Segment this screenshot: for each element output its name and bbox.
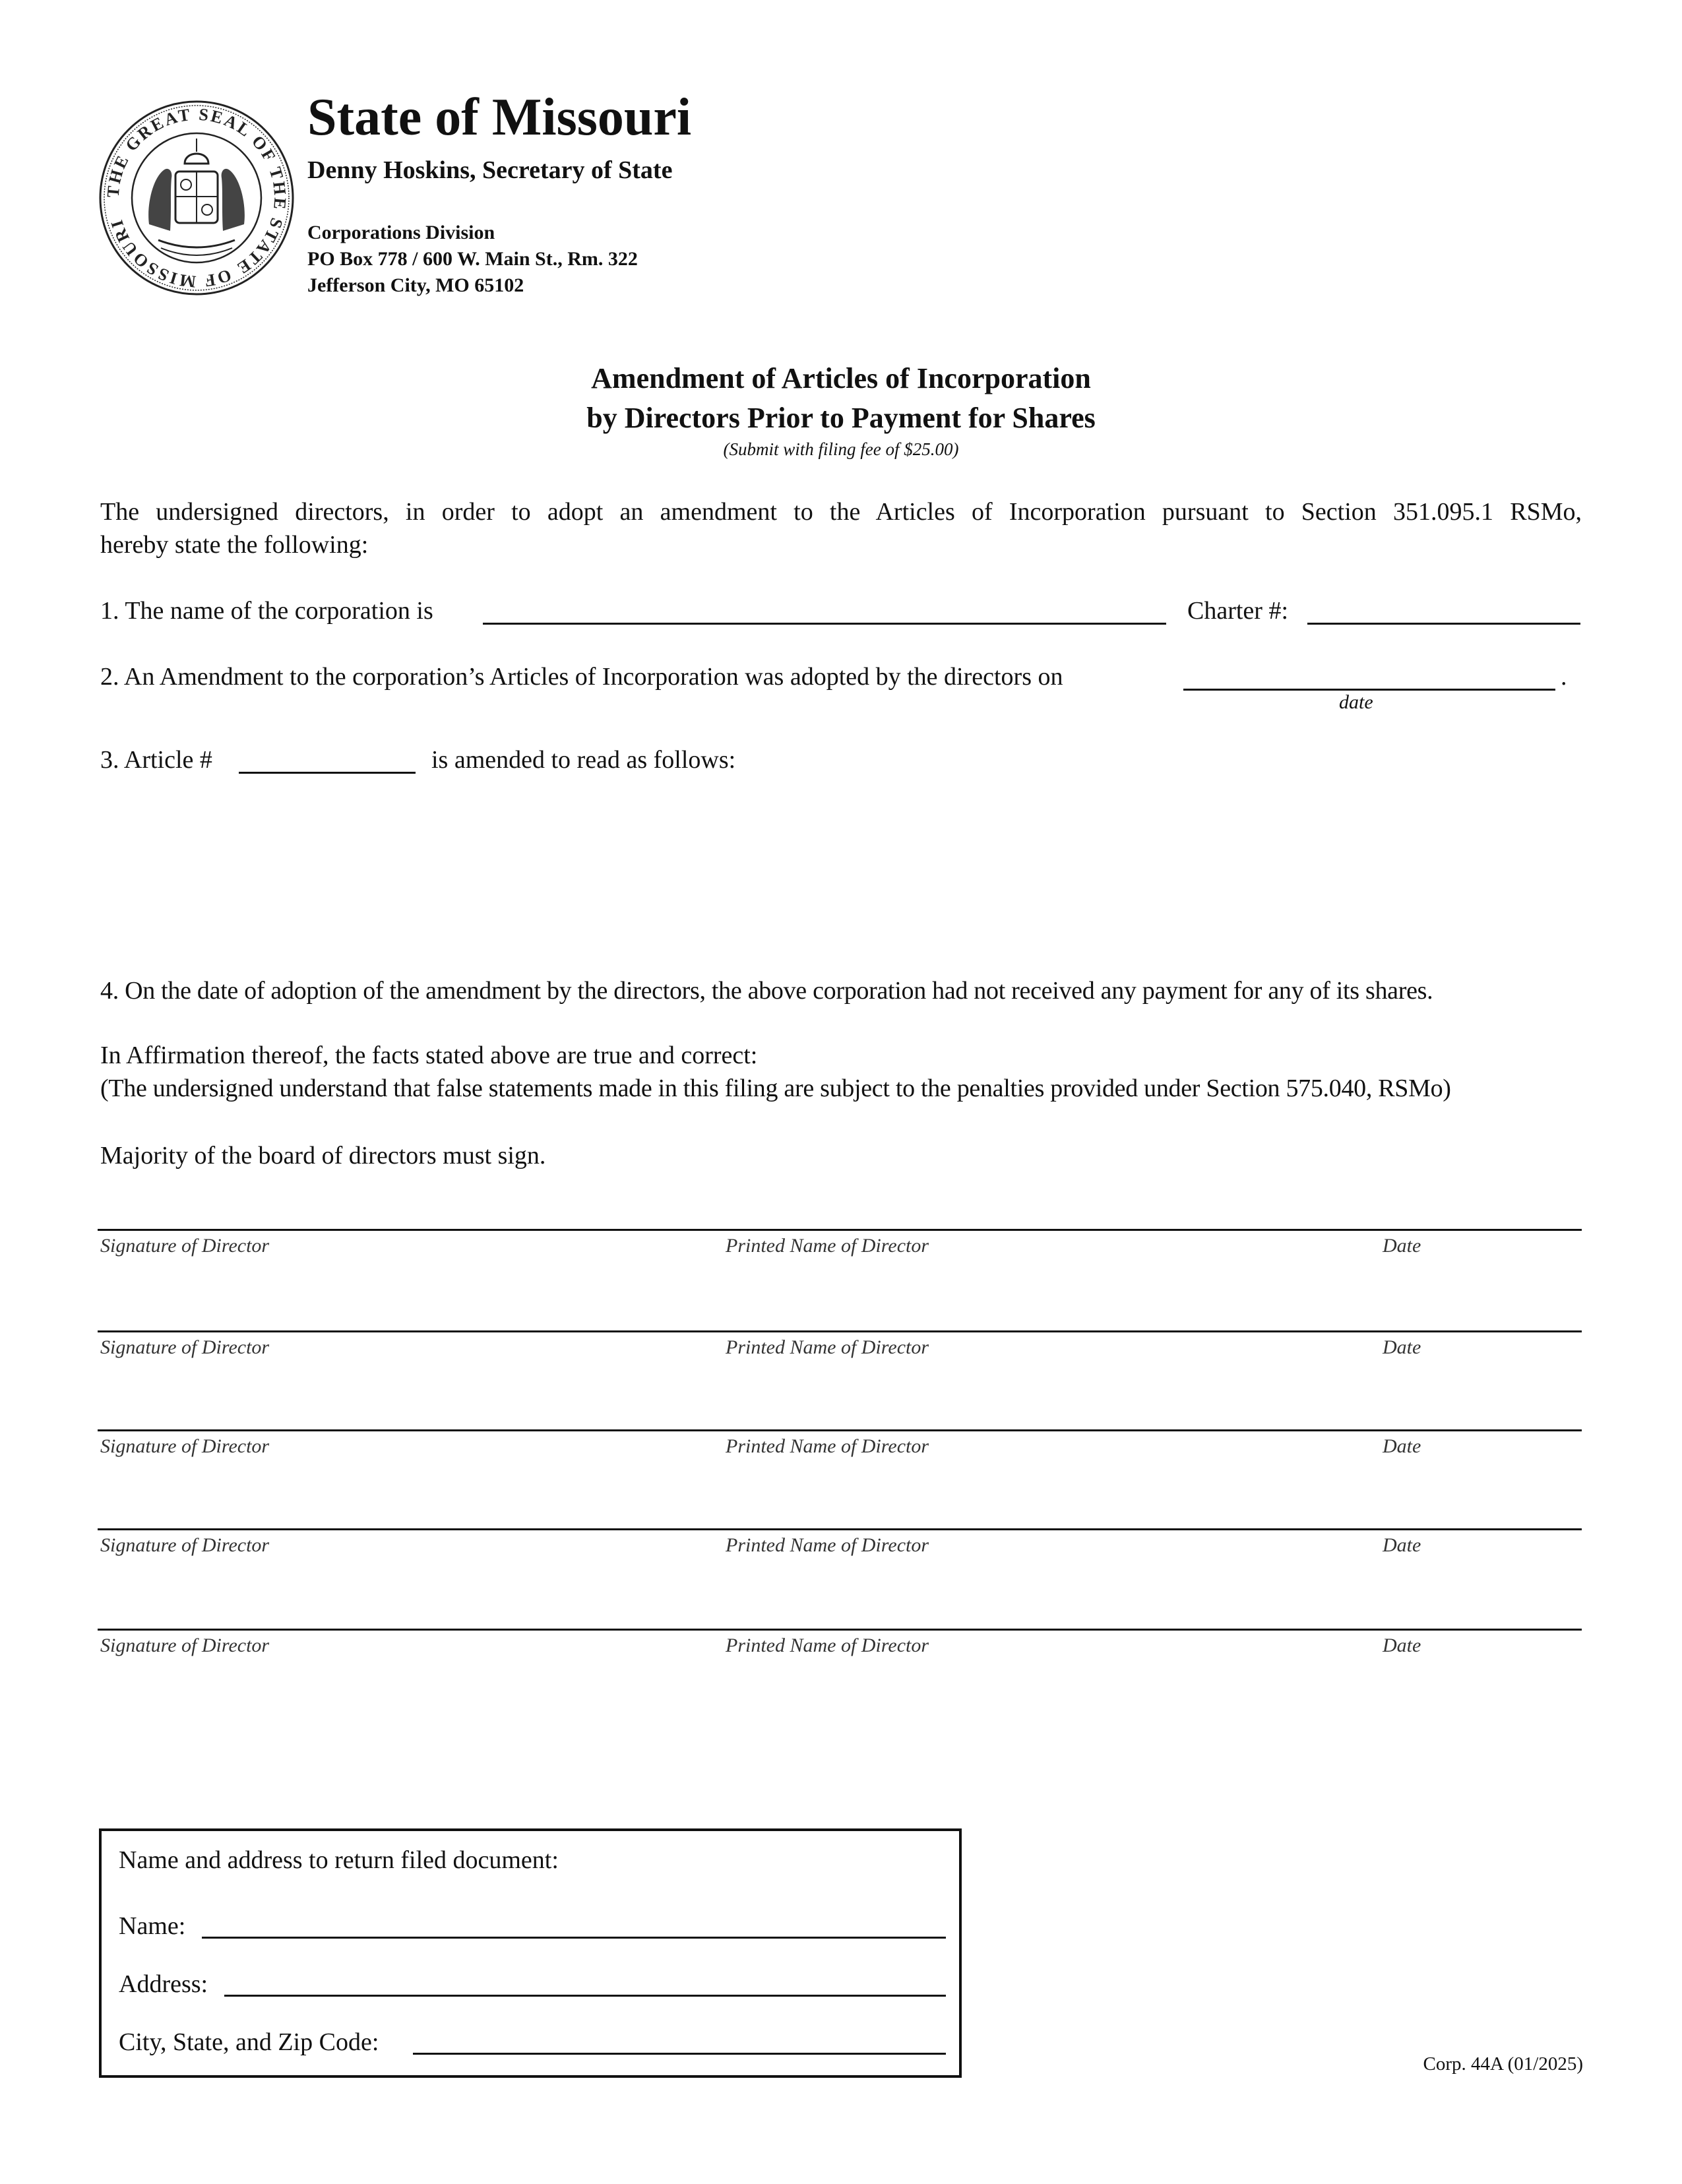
filing-fee-note: (Submit with filing fee of $25.00) <box>723 439 959 459</box>
return-address-field[interactable] <box>224 1966 946 1997</box>
return-address-box <box>99 1828 962 2078</box>
item2-label: 2. An Amendment to the corporation’s Articles of Incorporation was adopted by the directors on <box>100 663 1063 691</box>
printed-name-label: Printed Name of Director <box>726 1635 929 1656</box>
form-title-line1: Amendment of Articles of Incorporation <box>591 362 1091 394</box>
signature-line-5[interactable] <box>98 1629 1582 1631</box>
date-caption: date <box>1339 691 1373 713</box>
article-number-field[interactable] <box>239 743 416 774</box>
date-label: Date <box>1383 1336 1421 1358</box>
item2-period: . <box>1561 663 1567 691</box>
signature-line-3[interactable] <box>98 1429 1582 1431</box>
return-address-label: Address: <box>119 1970 208 1998</box>
adoption-date-field[interactable] <box>1183 660 1555 691</box>
division-name: Corporations Division <box>307 222 495 243</box>
printed-name-label: Printed Name of Director <box>726 1435 929 1457</box>
corporation-name-field[interactable] <box>483 594 1166 625</box>
amendment-text-area[interactable] <box>100 785 1582 956</box>
majority-text: Majority of the board of directors must sign. <box>100 1142 546 1170</box>
printed-name-label: Printed Name of Director <box>726 1235 929 1257</box>
signature-label: Signature of Director <box>100 1235 270 1257</box>
charter-number-field[interactable] <box>1307 594 1580 625</box>
return-city-field[interactable] <box>413 2024 946 2055</box>
charter-label: Charter #: <box>1187 597 1289 625</box>
date-label: Date <box>1383 1435 1421 1457</box>
intro-text-line2: hereby state the following: <box>100 531 369 559</box>
signature-line-4[interactable] <box>98 1528 1582 1530</box>
printed-name-label: Printed Name of Director <box>726 1336 929 1358</box>
return-name-label: Name: <box>119 1912 186 1940</box>
signature-label: Signature of Director <box>100 1635 270 1656</box>
secretary-of-state: Denny Hoskins, Secretary of State <box>307 156 673 184</box>
form-title-line2: by Directors Prior to Payment for Shares <box>586 402 1096 434</box>
signature-label: Signature of Director <box>100 1336 270 1358</box>
date-label: Date <box>1383 1635 1421 1656</box>
state-seal-logo <box>98 99 296 297</box>
state-title: State of Missouri <box>307 88 692 146</box>
seal-ring-text: THE GREAT SEAL OF THE STATE OF MISSOURI <box>103 104 290 292</box>
item3-prefix: 3. Article # <box>100 746 212 774</box>
date-label: Date <box>1383 1235 1421 1257</box>
date-label: Date <box>1383 1534 1421 1556</box>
po-box-address: PO Box 778 / 600 W. Main St., Rm. 322 <box>307 248 638 270</box>
signature-line-1[interactable] <box>98 1229 1582 1231</box>
form-number: Corp. 44A (01/2025) <box>1423 2053 1583 2075</box>
return-box-heading: Name and address to return filed document: <box>119 1846 559 1874</box>
signature-label: Signature of Director <box>100 1435 270 1457</box>
printed-name-label: Printed Name of Director <box>726 1534 929 1556</box>
item4-text: 4. On the date of adoption of the amendment by the directors, the above corporation had not received any payment for any of its shares. <box>100 977 1433 1005</box>
item3-suffix: is amended to read as follows: <box>431 746 736 774</box>
signature-line-2[interactable] <box>98 1330 1582 1332</box>
item1-label: 1. The name of the corporation is <box>100 597 433 625</box>
signature-label: Signature of Director <box>100 1534 270 1556</box>
return-name-field[interactable] <box>202 1908 946 1939</box>
penalty-text: (The undersigned understand that false statements made in this filing are subject to the penalties provided under Section 575.040, RSMo) <box>100 1075 1451 1102</box>
city-address: Jefferson City, MO 65102 <box>307 274 524 296</box>
return-city-label: City, State, and Zip Code: <box>119 2028 379 2056</box>
intro-text-line1: The undersigned directors, in order to adopt an amendment to the Articles of Incorporation pursuant to Section 351.095.1 RSMo, <box>100 498 1582 526</box>
affirmation-text: In Affirmation thereof, the facts stated above are true and correct: <box>100 1042 758 1069</box>
